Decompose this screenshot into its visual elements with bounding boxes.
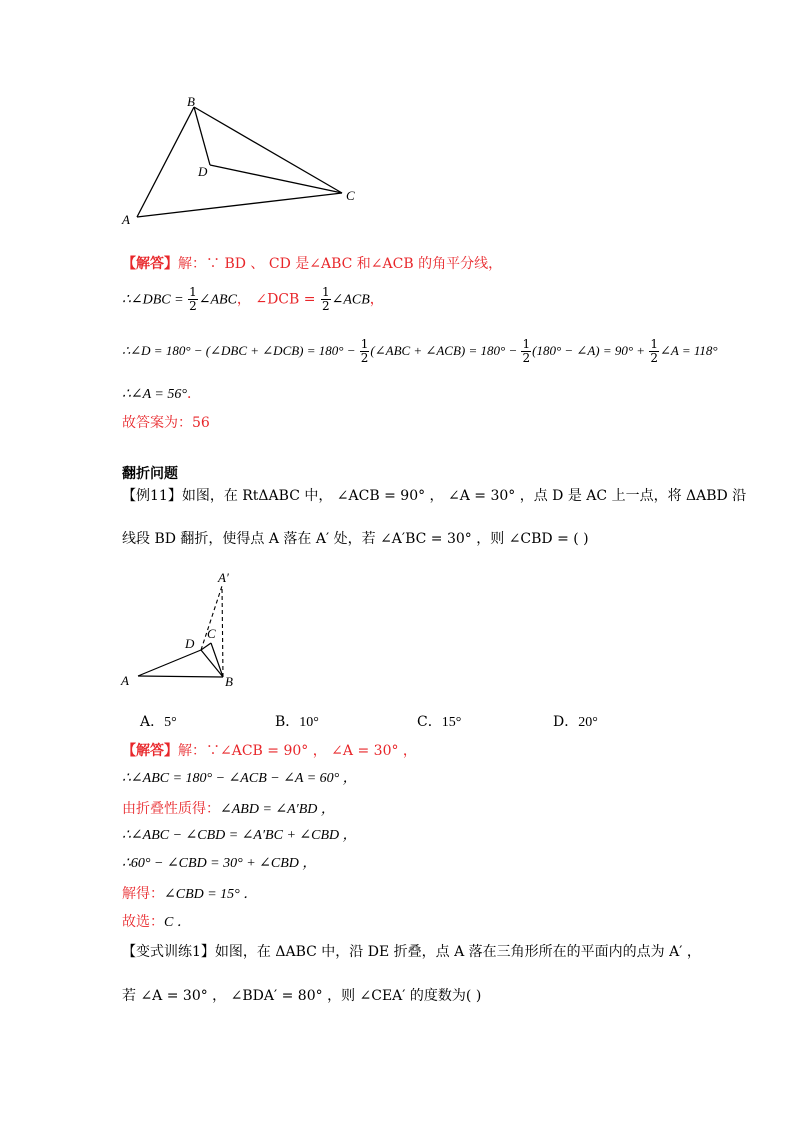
solution-2-line-2: ∴∠ABC = 180° − ∠ACB − ∠A = 60° ， (122, 771, 357, 786)
solution-1-line-3: ∴∠D = 180° − (∠DBC + ∠DCB) = 180° − $\frac{1}{2}$ (∠ABC + ∠ACB) = 180° − $\frac{1}{2}$ (180° − ∠A) = 90° + $\frac{1}{2}$ ∠A = 118° (122, 337, 718, 365)
solution-2-line-4: ∴∠ABC − ∠CBD = ∠A′BC + ∠CBD ， (122, 828, 357, 843)
solution-2-line-1: 【解答】解：∵∠ACB = 90° ， ∠A = 30° ， (122, 743, 417, 759)
option-b[interactable]: B．10° (275, 714, 319, 730)
label-a-prime: A′ (218, 570, 229, 585)
segment-ab (137, 107, 194, 217)
segment-db (201, 650, 223, 677)
fraction-half: $\frac{1}{2}$ (189, 285, 197, 313)
solution-1-line-1 (122, 254, 502, 274)
label-b: B (187, 94, 195, 109)
label-d: D (185, 636, 195, 651)
segment-ad (138, 650, 201, 676)
segment-ab (138, 676, 223, 677)
variant-1-line-2: 若 ∠A = 30° ， ∠BDA′ = 80° ，则 ∠CEA′ 的度数为( ) (122, 988, 482, 1004)
segment-ac (137, 193, 342, 217)
segment-cb (211, 643, 223, 677)
label-a: A (121, 673, 129, 688)
example-11-line-2: 线段 BD 翻折，使得点 A 落在 A′ 处，若 ∠A′BC = 30° ，则 ∠CBD = ( ) (122, 531, 589, 547)
dashed-b-aprime (222, 586, 223, 677)
label-b: B (225, 674, 233, 689)
option-d[interactable]: D．20° (553, 714, 598, 730)
figure-2-folding (115, 568, 245, 693)
solution-1-answer: 故答案为：56 (122, 415, 210, 431)
segment-bd (194, 107, 210, 165)
label-d: D (198, 164, 208, 179)
solution-1-text-1: 解：∵ BD 、 CD 是∠ABC 和∠ACB 的角平分线， (178, 256, 503, 272)
label-a: A (122, 212, 130, 227)
figure-1-triangle (110, 90, 370, 230)
example-11-line-1: 【例11】如图，在 RtΔABC 中， ∠ACB = 90° ， ∠A = 30° ，点 D 是 AC 上一点，将 ΔABD 沿 (122, 488, 747, 504)
section-title: 翻折问题 (122, 466, 178, 482)
solution-2-line-3: 由折叠性质得：∠ABD = ∠A′BD ， (122, 801, 335, 817)
solution-tag: 【解答】 (122, 256, 178, 272)
solution-1-line-4: ∴∠A = 56°． (122, 386, 201, 402)
variant-1-line-1: 【变式训练1】如图，在 ΔABC 中，沿 DE 折叠，点 A 落在三角形所在的平面内的点为 A′ ， (122, 944, 701, 960)
solution-1-line-2: ∴∠DBC = $\frac{1}{2}$ ∠ABC， ∠DCB = $\frac{1}{2}$ ∠ACB， (122, 285, 384, 313)
segment-dc (210, 165, 342, 193)
solution-2-line-5: ∴60° − ∠CBD = 30° + ∠CBD ， (122, 856, 317, 871)
option-a[interactable]: A．5° (140, 714, 177, 730)
solution-2-line-7: 故选：C ． (122, 914, 191, 930)
segment-bc (194, 107, 342, 193)
solution-2-line-6: 解得：∠CBD = 15° ． (122, 886, 258, 902)
option-c[interactable]: C．15° (417, 714, 462, 730)
label-c: C (207, 626, 216, 641)
label-c: C (346, 188, 355, 203)
